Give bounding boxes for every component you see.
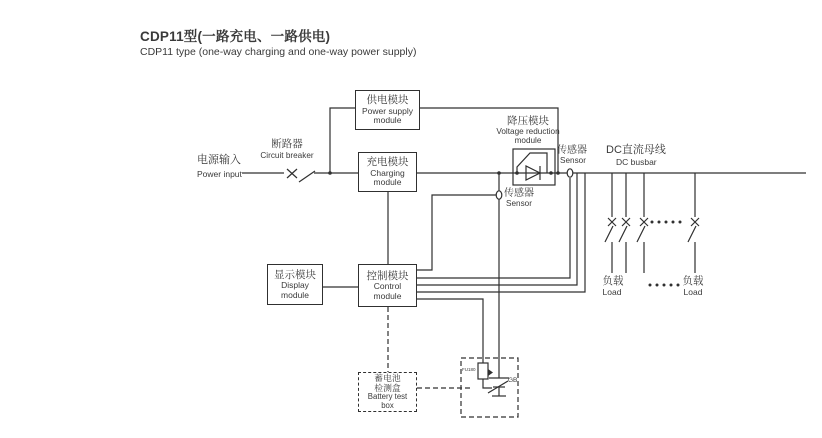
control-label-en2: module — [373, 290, 402, 301]
power-supply-label-en2: module — [373, 115, 402, 126]
control-label-zh: 控制模块 — [366, 269, 409, 282]
battery-test-label-en1: Battery test — [367, 392, 408, 402]
page-title-en: CDP11 type (one-way charging and one-way power supply) — [140, 46, 417, 58]
voltage-reduction-label-en1: Voltage reduction — [496, 127, 560, 136]
circuit-breaker-symbol — [287, 169, 315, 182]
battery-designator-label: GB — [508, 377, 518, 384]
load-right-label-en: Load — [683, 287, 703, 297]
wire-charge-sensor-to-control — [417, 195, 496, 270]
display-module-box — [267, 264, 323, 305]
load-left-label-zh: 负载 — [602, 275, 624, 287]
load-right-label-zh: 负载 — [682, 275, 704, 287]
voltage-reduction-label-en2: module — [514, 136, 542, 145]
power-supply-module-box — [355, 90, 420, 130]
charging-module-box — [358, 152, 417, 192]
battery-icon — [488, 378, 509, 396]
power-input-label-en: Power input — [197, 169, 242, 179]
charging-label-en2: module — [373, 177, 402, 188]
voltage-reduction-label-zh: 降压模块 — [507, 115, 549, 127]
battery-test-label-en2: box — [381, 401, 394, 411]
charging-sensor-icon — [496, 191, 502, 199]
dc-busbar-label-zh: DC直流母线 — [606, 144, 666, 156]
battery-test-label-zh2: 检测盒 — [374, 383, 401, 394]
circuit-breaker-label-zh: 断路器 — [271, 138, 303, 150]
busbar-sensor-label-zh: 传感器 — [557, 145, 587, 156]
power-input-label-zh: 电源输入 — [197, 154, 241, 166]
charging-sensor-label-en: Sensor — [506, 199, 532, 208]
charging-label-zh: 充电模块 — [366, 156, 409, 169]
display-label-en1: Display — [281, 280, 309, 291]
charging-sensor-label-zh: 传感器 — [504, 188, 534, 199]
power-supply-label-en1: Power supply — [361, 105, 414, 116]
wire-bus-sensor-to-control — [417, 178, 570, 278]
control-label-en1: Control — [373, 281, 402, 292]
ellipsis-dots — [649, 221, 682, 287]
busbar-sensor-icon — [567, 169, 573, 177]
display-label-en2: module — [281, 289, 309, 300]
power-supply-label-zh: 供电模块 — [366, 94, 409, 107]
busbar-sensor-label-en: Sensor — [560, 156, 586, 165]
display-label-zh: 显示模块 — [274, 268, 316, 281]
load-left-label-en: Load — [602, 287, 622, 297]
battery-test-label-zh1: 蓄电池 — [374, 373, 401, 384]
battery-test-box — [358, 372, 417, 412]
wire-main-to-powersupply — [330, 108, 355, 173]
circuit-breaker-label-en: Circuit breaker — [260, 151, 314, 160]
dc-busbar-label-en: DC busbar — [616, 157, 657, 167]
wiring — [242, 105, 806, 417]
fuse-icon — [478, 363, 493, 379]
page-title-zh: CDP11型(一路充电、一路供电) — [140, 29, 331, 44]
charging-label-en1: Charging — [370, 167, 405, 178]
voltage-reduction-box — [513, 149, 555, 185]
wire-sense2-to-control — [417, 173, 577, 285]
control-module-box — [358, 264, 417, 307]
fuse-designator-label: FU180 — [462, 367, 476, 372]
